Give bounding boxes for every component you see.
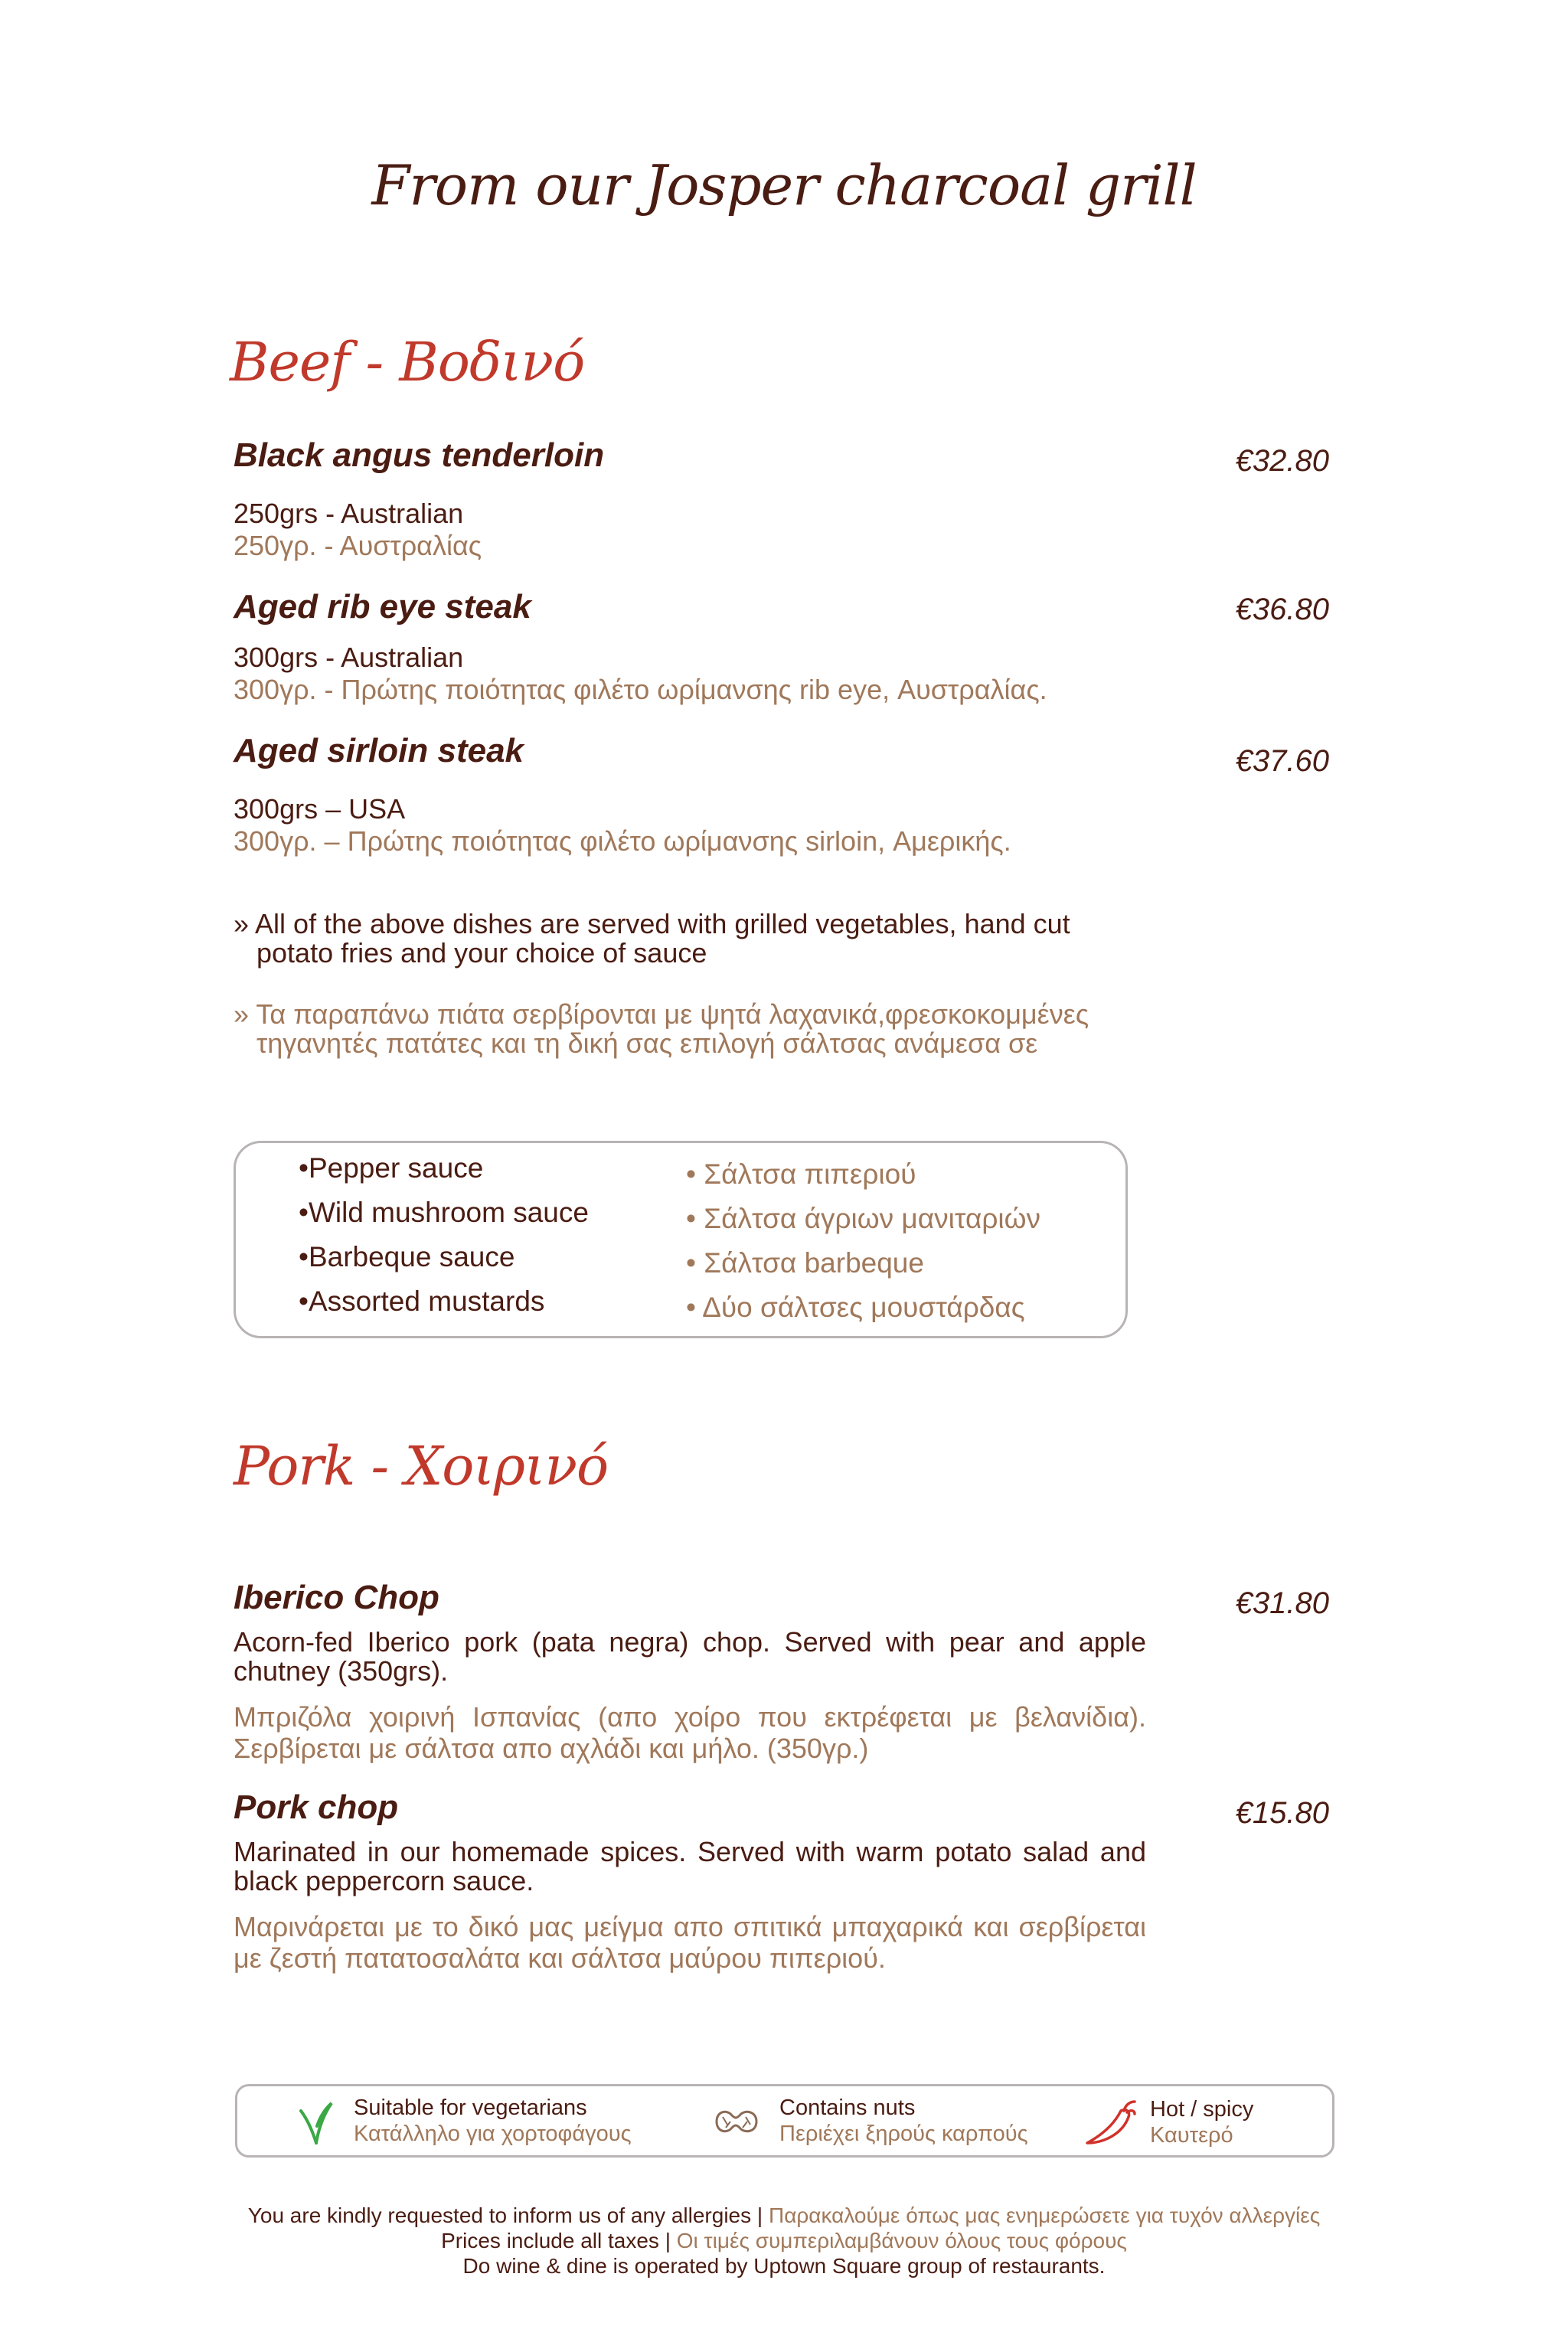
- menu-item-desc-en: 300grs - Australian: [234, 642, 464, 673]
- legend-vegetarian-en: Suitable for vegetarians: [354, 2096, 587, 2120]
- served-note-gr-line2: τηγανητές πατάτες και τη δική σας επιλογή σάλτσας ανάμεσα σε: [256, 1027, 1038, 1059]
- dietary-legend: [235, 2084, 1334, 2158]
- page-title: From our Josper charcoal grill: [371, 153, 1197, 217]
- leaf-icon: [299, 2102, 334, 2148]
- sauce-list-en: [299, 1146, 589, 1324]
- menu-item-desc-gr: 300γρ. - Πρώτης ποιότητας φιλέτο ωρίμανσης rib eye, Αυστραλίας.: [234, 674, 1047, 705]
- menu-item-name: Black angus tenderloin: [234, 436, 605, 474]
- menu-item-desc-en: 300grs – USA: [234, 793, 406, 825]
- footer-operator-line: [0, 2253, 1568, 2278]
- legend-vegetarian-gr: Κατάλληλο για χορτοφάγους: [354, 2122, 632, 2146]
- menu-item-price: €32.80: [1235, 444, 1329, 478]
- footer-allergies-gr: Παρακαλούμε όπως μας ενημερώσετε για τυχόν αλλεργίες: [768, 2203, 1321, 2227]
- list-item: • Σάλτσα barbeque: [686, 1247, 924, 1279]
- footer-taxes-en: Prices include all taxes |: [441, 2229, 677, 2252]
- beef-section-title: Beef - Βοδινό: [230, 331, 585, 394]
- menu-item-price: €15.80: [1235, 1796, 1329, 1830]
- legend-spicy-en: Hot / spicy: [1150, 2097, 1254, 2122]
- menu-item-desc-en: Acorn-fed Iberico pork (pata negra) chop. Served with pear and apple chutney (350grs).: [234, 1626, 1146, 1687]
- menu-item-name: Aged sirloin steak: [234, 732, 524, 769]
- list-item: •Barbeque sauce: [299, 1241, 515, 1272]
- pork-section-title: Pork - Χοιρινό: [234, 1435, 609, 1498]
- footer-operator-text: Do wine & dine is operated by Uptown Square group of restaurants.: [462, 2254, 1106, 2278]
- sauce-options-box: [234, 1141, 1128, 1338]
- list-item: •Pepper sauce: [299, 1152, 484, 1184]
- menu-item-name: Pork chop: [234, 1788, 399, 1826]
- menu-item-desc-gr: 300γρ. – Πρώτης ποιότητας φιλέτο ωρίμανσης sirloin, Αμερικής.: [234, 825, 1011, 857]
- menu-item-price: €31.80: [1235, 1586, 1329, 1620]
- list-item: • Δύο σάλτσες μουστάρδας: [686, 1292, 1025, 1323]
- peanut-icon: [710, 2105, 761, 2142]
- menu-item-desc-en: 250grs - Australian: [234, 498, 464, 529]
- menu-item-price: €37.60: [1235, 744, 1329, 778]
- footer-allergies-line: [0, 2203, 1568, 2228]
- served-note-en-line2: potato fries and your choice of sauce: [256, 937, 707, 969]
- list-item: • Σάλτσα άγριων μανιταριών: [686, 1203, 1040, 1234]
- menu-item-desc-gr: 250γρ. - Αυστραλίας: [234, 530, 482, 561]
- served-note-gr-line1: » Τα παραπάνω πιάτα σερβίρονται με ψητά λαχανικά,φρεσκοκομμένες: [234, 998, 1089, 1030]
- list-item: •Assorted mustards: [299, 1285, 545, 1317]
- chili-icon: [1084, 2097, 1138, 2151]
- sauce-list-gr: [686, 1152, 1040, 1330]
- legend-spicy-gr: Καυτερό: [1150, 2123, 1233, 2148]
- menu-item-price: €36.80: [1235, 593, 1329, 626]
- footer-taxes-gr: Οι τιμές συμπεριλαμβάνουν όλους τους φόρους: [676, 2229, 1127, 2252]
- legend-nuts-en: Contains nuts: [779, 2096, 916, 2120]
- footer-allergies-en: You are kindly requested to inform us of any allergies |: [247, 2203, 769, 2227]
- list-item: • Σάλτσα πιπεριού: [686, 1158, 916, 1190]
- footer-taxes-line: [0, 2228, 1568, 2253]
- menu-item-desc-en: Marinated in our homemade spices. Served with warm potato salad and black peppercorn sauce.: [234, 1836, 1146, 1896]
- menu-item-desc-gr: Μπριζόλα χοιρινή Ισπανίας (απο χοίρο που εκτρέφεται με βελανίδια). Σερβίρεται με σάλτσα απο αχλάδι και μήλο. (350γρ.): [234, 1701, 1146, 1764]
- legend-nuts-gr: Περιέχει ξηρούς καρπούς: [779, 2122, 1028, 2146]
- menu-item-desc-gr: Μαρινάρεται με το δικό μας μείγμα απο σπιτικά μπαχαρικά και σερβίρεται με ζεστή πατατοσαλάτα και σάλτσα μαύρου πιπεριού.: [234, 1911, 1146, 1974]
- menu-item-name: Iberico Chop: [234, 1579, 439, 1616]
- list-item: •Wild mushroom sauce: [299, 1197, 589, 1228]
- served-note-en-line1: » All of the above dishes are served with grilled vegetables, hand cut: [234, 908, 1070, 939]
- menu-item-name: Aged rib eye steak: [234, 588, 531, 626]
